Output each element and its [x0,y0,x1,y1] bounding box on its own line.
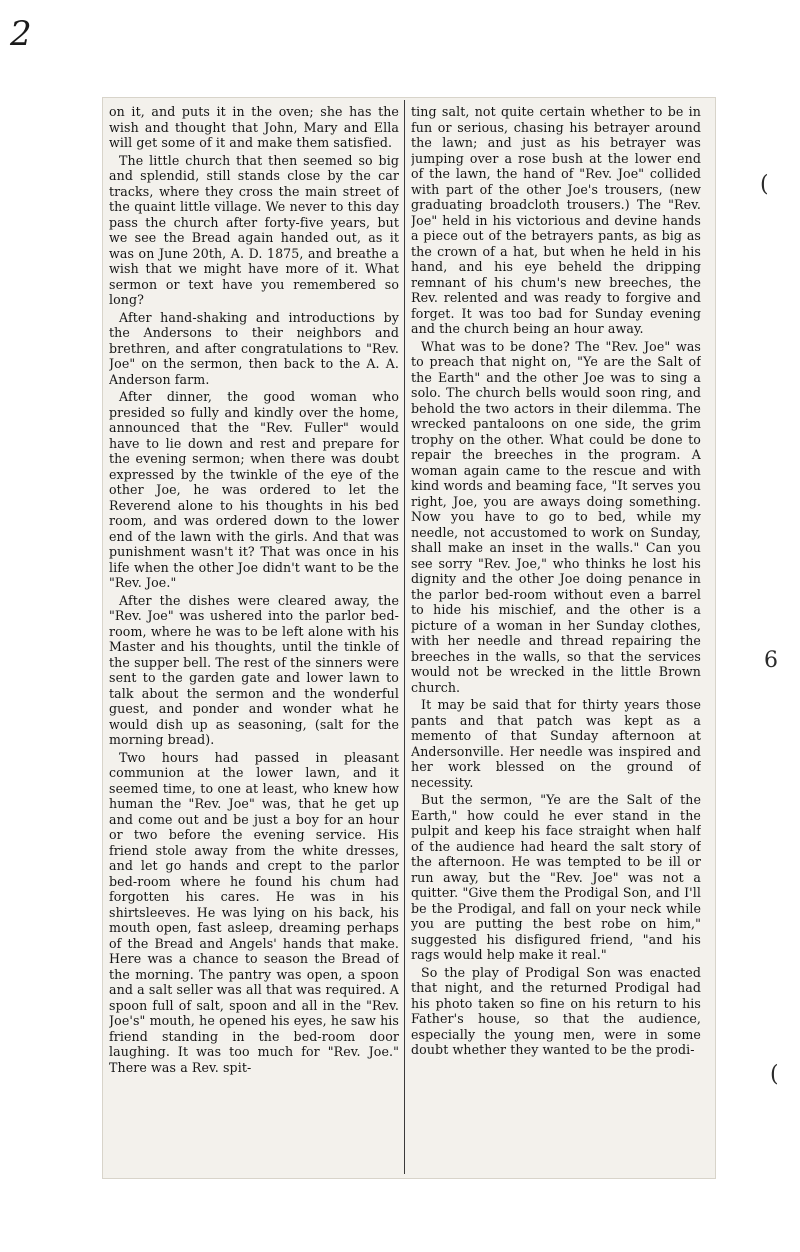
margin-mark: ( [770,1062,779,1087]
newspaper-clipping [103,98,715,1178]
page-number: 2 [10,14,32,54]
paragraph: After the dishes were cleared away, the "Rev. Joe" was ushered into the parlor bed-room, where he was to be left alone with his Master and his thoughts, until the tinkle of the supper bell. The rest of the sinners were sent to the garden gate and lower lawn to talk about the sermon and the wonderful guest, and ponder and wonder what he would dish up as seasoning, (salt for the morning bread). [109,592,399,747]
paragraph: What was to be done? The "Rev. Joe" was to preach that night on, "Ye are the Salt of the Earth" and the other Joe was to sing a solo. The church bells would soon ring, and behold the two actors in their dilemma. The wrecked pantaloons on one side, the grim trophy on the other. What could be done to repair the breeches in the program. A woman again came to the rescue and with kind words and beaming face, "It serves you right, Joe, you are aways doing something. Now you have to go to bed, while my needle, not accustomed to work on Sunday, shall make an inset in the walls." Can you see sorry "Rev. Joe," who thinks he lost his dignity and the other Joe doing penance in the parlor bed-room without even a barrel to hide his mischief, and the other is a picture of a woman in her Sunday clothes, with her needle and thread repairing the breeches in the walls, so that the services would not be wrecked in the little Brown church. [411,338,701,695]
left-column [109,104,399,1172]
paragraph: ting salt, not quite certain whether to be in fun or serious, chasing his betrayer around the lawn; and just as his betrayer was jumping over a rose bush at the lower end of the lawn, the hand of "Rev. Joe" collided with part of the other Joe's trousers, (new graduating broadcloth trousers.) The "Rev. Joe" held in his victorious and devine hands a piece out of the betrayers pants, as big as the crown of a hat, but when he held in his hand, and his eye beheld the dripping remnant of his chum's new breeches, the Rev. relented and was ready to forgive and forget. It was too bad for Sunday evening and the church being an hour away. [411,104,701,336]
paragraph: So the play of Prodigal Son was enacted that night, and the returned Prodigal had his photo taken so fine on his return to his Father's house, so that the audience, especially the young men, were in some doubt whether they wanted to be the prodi- [411,964,701,1057]
paragraph: The little church that then seemed so big and splendid, still stands close by the car tracks, where they cross the main street of the quaint little village. We never to this day pass the church after forty-five years, but we see the Bread again handed out, as it was on June 20th, A. D. 1875, and breathe a wish that we might have more of it. What sermon or text have you remembered so long? [109,152,399,307]
paragraph: on it, and puts it in the oven; she has the wish and thought that John, Mary and Ella will get some of it and make them satisfied. [109,104,399,150]
margin-mark: ( [760,172,769,197]
margin-mark: 6 [764,648,778,673]
right-column [411,104,701,1172]
paragraph: Two hours had passed in pleasant communion at the lower lawn, and it seemed time, to one at least, who knew how human the "Rev. Joe" was, that he get up and come out and be just a boy for an hour or two before the evening service. His friend stole away from the white dresses, and let go hands and crept to the parlor bed-room where he found his chum had forgotten his cares. He was in his shirtsleeves. He was lying on his back, his mouth open, fast asleep, dreaming perhaps of the Bread and Angels' hands that make. Here was a chance to season the Bread of the morning. The pantry was open, a spoon and a salt seller was all that was required. A spoon full of salt, spoon and all in the "Rev. Joe's" mouth, he opened his eyes, he saw his friend standing in the bed-room door laughing. It was too much for "Rev. Joe." There was a Rev. spit- [109,749,399,1075]
paragraph: But the sermon, "Ye are the Salt of the Earth," how could he ever stand in the pulpit and keep his face straight when half of the audience had heard the salt story of the afternoon. He was tempted to be ill or run away, but the "Rev. Joe" was not a quitter. "Give them the Prodigal Son, and I'll be the Prodigal, and fall on your neck while you are putting the best robe on him," suggested his disfigured friend, "and his rags would help make it real." [411,792,701,962]
paragraph: After dinner, the good woman who presided so fully and kindly over the home, announced that the "Rev. Fuller" would have to lie down and rest and prepare for the evening sermon; when there was doubt expressed by the twinkle of the eye of the other Joe, he was ordered to let the Reverend alone to his thoughts in his bed room, and was ordered down to the lower end of the lawn with the girls. And that was punishment wasn't it? That was once in his life when the other Joe didn't want to be the "Rev. Joe." [109,389,399,590]
column-divider [404,100,405,1174]
paragraph: After hand-shaking and introductions by the Andersons to their neighbors and brethren, and after congratulations to "Rev. Joe" on the sermon, then back to the A. A. Anderson farm. [109,309,399,387]
paragraph: It may be said that for thirty years those pants and that patch was kept as a memento of that Sunday afternoon at Andersonville. Her needle was inspired and her work blessed on the ground of necessity. [411,697,701,790]
